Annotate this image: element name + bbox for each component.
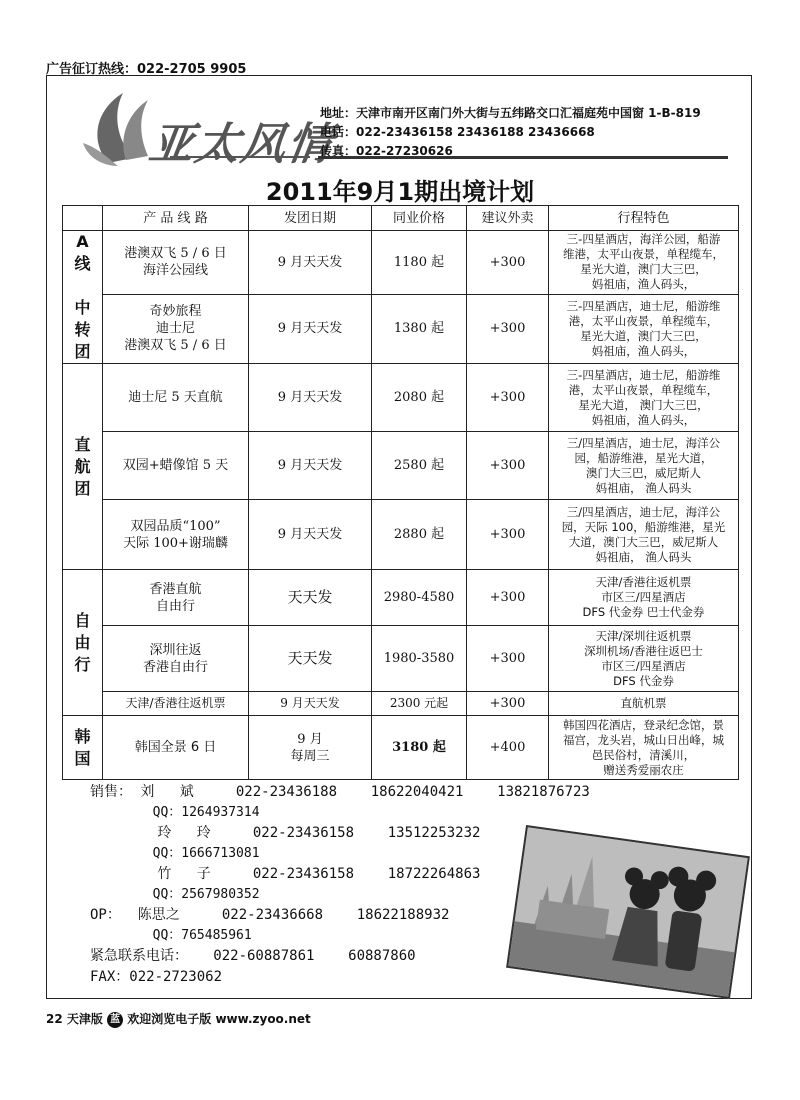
header-sell: 建议外卖 <box>467 206 549 231</box>
brand-name: 亚太风情 <box>145 119 337 170</box>
header-route: 产 品 线 路 <box>103 206 249 231</box>
contact-line: 竹 子 022-23436158 18722264863 <box>90 866 481 882</box>
route-cell: 港澳双飞 5 / 6 日 海洋公园线 <box>103 231 249 295</box>
contact-line: QQ：1264937314 <box>90 804 260 820</box>
table-row <box>63 570 739 626</box>
sell-cell: +300 <box>467 692 549 716</box>
castle-mickey-icon <box>508 827 747 997</box>
page-title: 2011年9月1期出境计划 <box>265 178 535 206</box>
route-cell: 奇妙旅程 迪士尼 港澳双飞 5 / 6 日 <box>103 294 249 363</box>
header-feature: 行程特色 <box>549 206 739 231</box>
edition: 天津版 <box>66 1012 103 1026</box>
route-cell: 深圳往返 香港自由行 <box>103 626 249 692</box>
feature-cell: 直航机票 <box>549 692 739 716</box>
table-row <box>63 432 739 500</box>
date-cell: 9 月 每周三 <box>249 716 372 780</box>
feature-cell: 韩国四花酒店，登录纪念馆，景 福宫，龙头岩，城山日出峰，城 邑民俗村，清溪川， 赠送秀爱丽农庄 <box>549 716 739 780</box>
table-header <box>63 206 739 231</box>
price-cell: 2080 起 <box>372 364 467 432</box>
address: 地址：天津市南开区南门外大街与五纬路交口汇福庭苑中国窗 1-B-819 <box>320 106 701 120</box>
route-cell: 韩国全景 6 日 <box>103 716 249 780</box>
route-cell: 双园品质“100” 天际 100+谢瑞麟 <box>103 500 249 570</box>
table-row <box>63 364 739 432</box>
feature-cell: 三-四星酒店，海洋公园，船游 维港，太平山夜景，单程缆车， 星光大道，澳门大三巴， 妈祖庙，渔人码头， <box>549 231 739 295</box>
contact-line: QQ：1666713081 <box>90 845 260 861</box>
category-korea: 韩 国 <box>63 716 103 780</box>
category-a-transfer: A 线 中 转 团 <box>63 231 103 364</box>
header-price: 同业价格 <box>372 206 467 231</box>
contact-line: 销售： 刘 斌 022-23436188 18622040421 13821876723 <box>90 784 590 800</box>
category-free: 自 由 行 <box>63 570 103 716</box>
date-cell: 9 月天天发 <box>249 364 372 432</box>
header-rule <box>318 156 728 159</box>
sell-cell: +300 <box>467 432 549 500</box>
table-row <box>63 294 739 363</box>
contact-block <box>320 104 701 161</box>
date-cell: 天天发 <box>249 570 372 626</box>
contact-line: QQ：765485961 <box>90 927 252 943</box>
table-row <box>63 500 739 570</box>
price-cell: 2580 起 <box>372 432 467 500</box>
date-cell: 9 月天天发 <box>249 500 372 570</box>
price-cell: 2300 元起 <box>372 692 467 716</box>
sell-cell: +300 <box>467 626 549 692</box>
table-row <box>63 716 739 780</box>
route-cell: 双园+蜡像馆 5 天 <box>103 432 249 500</box>
table-row <box>63 231 739 295</box>
route-cell: 迪士尼 5 天直航 <box>103 364 249 432</box>
footer <box>46 1010 311 1028</box>
sell-cell: +300 <box>467 364 549 432</box>
category-direct: 直 航 团 <box>63 364 103 570</box>
tour-table <box>62 205 739 780</box>
date-cell: 9 月天天发 <box>249 432 372 500</box>
contact-line: 紧急联系电话： 022-60887861 60887860 <box>90 948 416 964</box>
date-cell: 天天发 <box>249 626 372 692</box>
badge-icon: 蓝 <box>107 1012 123 1028</box>
sell-cell: +300 <box>467 570 549 626</box>
route-cell: 天津/香港往返机票 <box>103 692 249 716</box>
feature-cell: 天津/深圳往返机票 深圳机场/香港往返巴士 市区三/四星酒店 DFS 代金券 <box>549 626 739 692</box>
contact-line: FAX：022-2723062 <box>90 968 223 985</box>
contact-line: OP： 陈思之 022-23436668 18622188932 <box>90 907 450 923</box>
feature-cell: 天津/香港往返机票 市区三/四星酒店 DFS 代金券 巴士代金券 <box>549 570 739 626</box>
page-number: 22 <box>46 1012 63 1026</box>
feature-cell: 三-四星酒店，迪士尼，船游维 港，太平山夜景，单程缆车， 星光大道， 澳门大三巴， 妈祖庙，渔人码头， <box>549 364 739 432</box>
contact-line: QQ：2567980352 <box>90 886 260 902</box>
header-rule-left <box>170 156 310 158</box>
price-cell: 2880 起 <box>372 500 467 570</box>
price-cell: 1180 起 <box>372 231 467 295</box>
route-cell: 香港直航 自由行 <box>103 570 249 626</box>
sell-cell: +300 <box>467 294 549 363</box>
date-cell: 9 月天天发 <box>249 231 372 295</box>
price-cell: 3180 起 <box>372 716 467 780</box>
feature-cell: 三/四星酒店，迪士尼，海洋公 园，船游维港，星光大道， 澳门大三巴，威尼斯人 妈祖庙， 渔人码头 <box>549 432 739 500</box>
header-date: 发团日期 <box>249 206 372 231</box>
table-row <box>63 692 739 716</box>
footer-text: 欢迎浏览电子版 www.zyoo.net <box>127 1012 311 1026</box>
contact-line: 玲 玲 022-23436158 13512253232 <box>90 825 481 841</box>
feature-cell: 三-四星酒店，迪士尼，船游维 港，太平山夜景，单程缆车， 星光大道，澳门大三巴， 妈祖庙，渔人码头， <box>549 294 739 363</box>
table-row <box>63 626 739 692</box>
sell-cell: +300 <box>467 231 549 295</box>
header-blank <box>63 206 103 231</box>
price-cell: 1980-3580 <box>372 626 467 692</box>
phone: 电话：022-23436158 23436188 23436668 <box>320 125 595 139</box>
sell-cell: +300 <box>467 500 549 570</box>
date-cell: 9 月天天发 <box>249 294 372 363</box>
fax: 传真：022-27230626 <box>320 144 453 158</box>
ad-hotline: 广告征订热线：022-2705 9905 <box>46 62 247 77</box>
sell-cell: +400 <box>467 716 549 780</box>
price-cell: 1380 起 <box>372 294 467 363</box>
price-cell: 2980-4580 <box>372 570 467 626</box>
feature-cell: 三/四星酒店，迪士尼，海洋公 园，天际 100，船游维港，星光 大道，澳门大三巴，威尼斯人 妈祖庙， 渔人码头 <box>549 500 739 570</box>
date-cell: 9 月天天发 <box>249 692 372 716</box>
